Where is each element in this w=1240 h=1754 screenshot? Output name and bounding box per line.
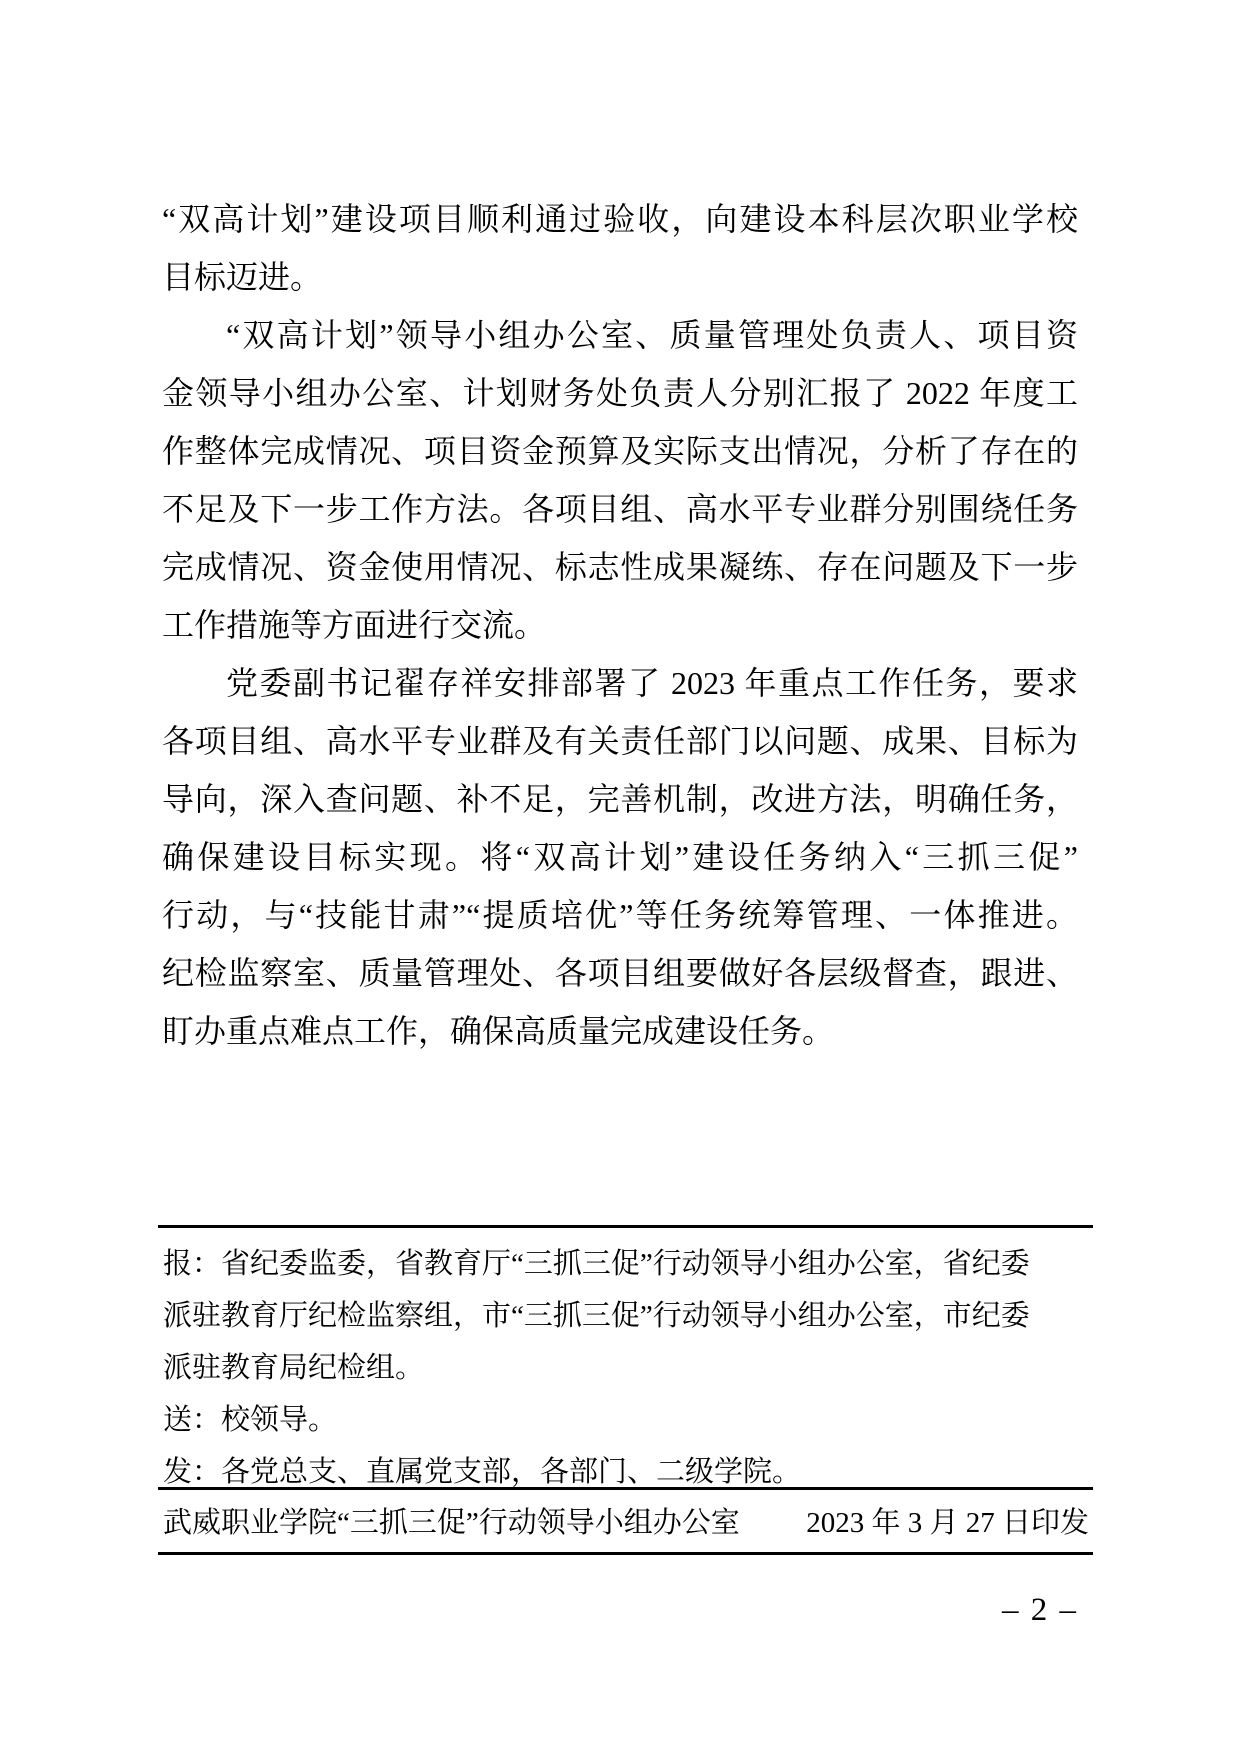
body-line: 不足及下一步工作方法。各项目组、高水平专业群分别围绕任务 bbox=[162, 491, 1078, 527]
distribution-line: 派驻教育局纪检组。 bbox=[163, 1352, 425, 1384]
body-line: 工作措施等方面进行交流。 bbox=[162, 607, 547, 643]
body-line: 金领导小组办公室、计划财务处负责人分别汇报了 2022 年度工 bbox=[162, 375, 1078, 411]
body-line: 纪检监察室、质量管理处、各项目组要做好各层级督查，跟进、 bbox=[162, 955, 1078, 991]
distribution-line: 报：省纪委监委，省教育厅“三抓三促”行动领导小组办公室，省纪委 bbox=[163, 1248, 1030, 1280]
body-line: 完成情况、资金使用情况、标志性成果凝练、存在问题及下一步 bbox=[162, 549, 1078, 585]
distribution-line: 送：校领导。 bbox=[163, 1404, 338, 1436]
distribution-line: 派驻教育厅纪检监察组，市“三抓三促”行动领导小组办公室，市纪委 bbox=[163, 1300, 1030, 1332]
body-line: 作整体完成情况、项目资金预算及实际支出情况，分析了存在的 bbox=[162, 433, 1078, 469]
page-number: – 2 – bbox=[1002, 1592, 1078, 1628]
issuer-row bbox=[163, 1489, 1089, 1552]
body-line: 导向，深入查问题、补不足，完善机制，改进方法，明确任务， bbox=[162, 781, 1078, 817]
body-line: 行动，与“技能甘肃”“提质培优”等任务统筹管理、一体推进。 bbox=[162, 897, 1078, 933]
body-line: 党委副书记翟存祥安排部署了 2023 年重点工作任务，要求 bbox=[226, 665, 1078, 701]
body-line: “双高计划”领导小组办公室、质量管理处负责人、项目资 bbox=[226, 317, 1078, 353]
print-date: 2023 年 3 月 27 日印发 bbox=[806, 1507, 1089, 1539]
body-line: 目标迈进。 bbox=[162, 259, 323, 295]
body-line: 各项目组、高水平专业群及有关责任部门以问题、成果、目标为 bbox=[162, 723, 1078, 759]
paragraph bbox=[162, 190, 1078, 306]
footer-separator-bottom bbox=[158, 1552, 1093, 1555]
body-line: “双高计划”建设项目顺利通过验收，向建设本科层次职业学校 bbox=[162, 201, 1078, 237]
paragraph bbox=[162, 654, 1078, 1060]
distribution-block bbox=[163, 1238, 1094, 1498]
paragraph bbox=[162, 306, 1078, 654]
issuer-name: 武威职业学院“三抓三促”行动领导小组办公室 bbox=[163, 1507, 740, 1539]
body-line: 盯办重点难点工作，确保高质量完成建设任务。 bbox=[162, 1013, 835, 1049]
footer-separator-top bbox=[158, 1225, 1093, 1228]
distribution-line: 发：各党总支、直属党支部，各部门、二级学院。 bbox=[163, 1456, 802, 1488]
document-body bbox=[162, 190, 1078, 1060]
body-line: 确保建设目标实现。将“双高计划”建设任务纳入“三抓三促” bbox=[162, 839, 1078, 875]
